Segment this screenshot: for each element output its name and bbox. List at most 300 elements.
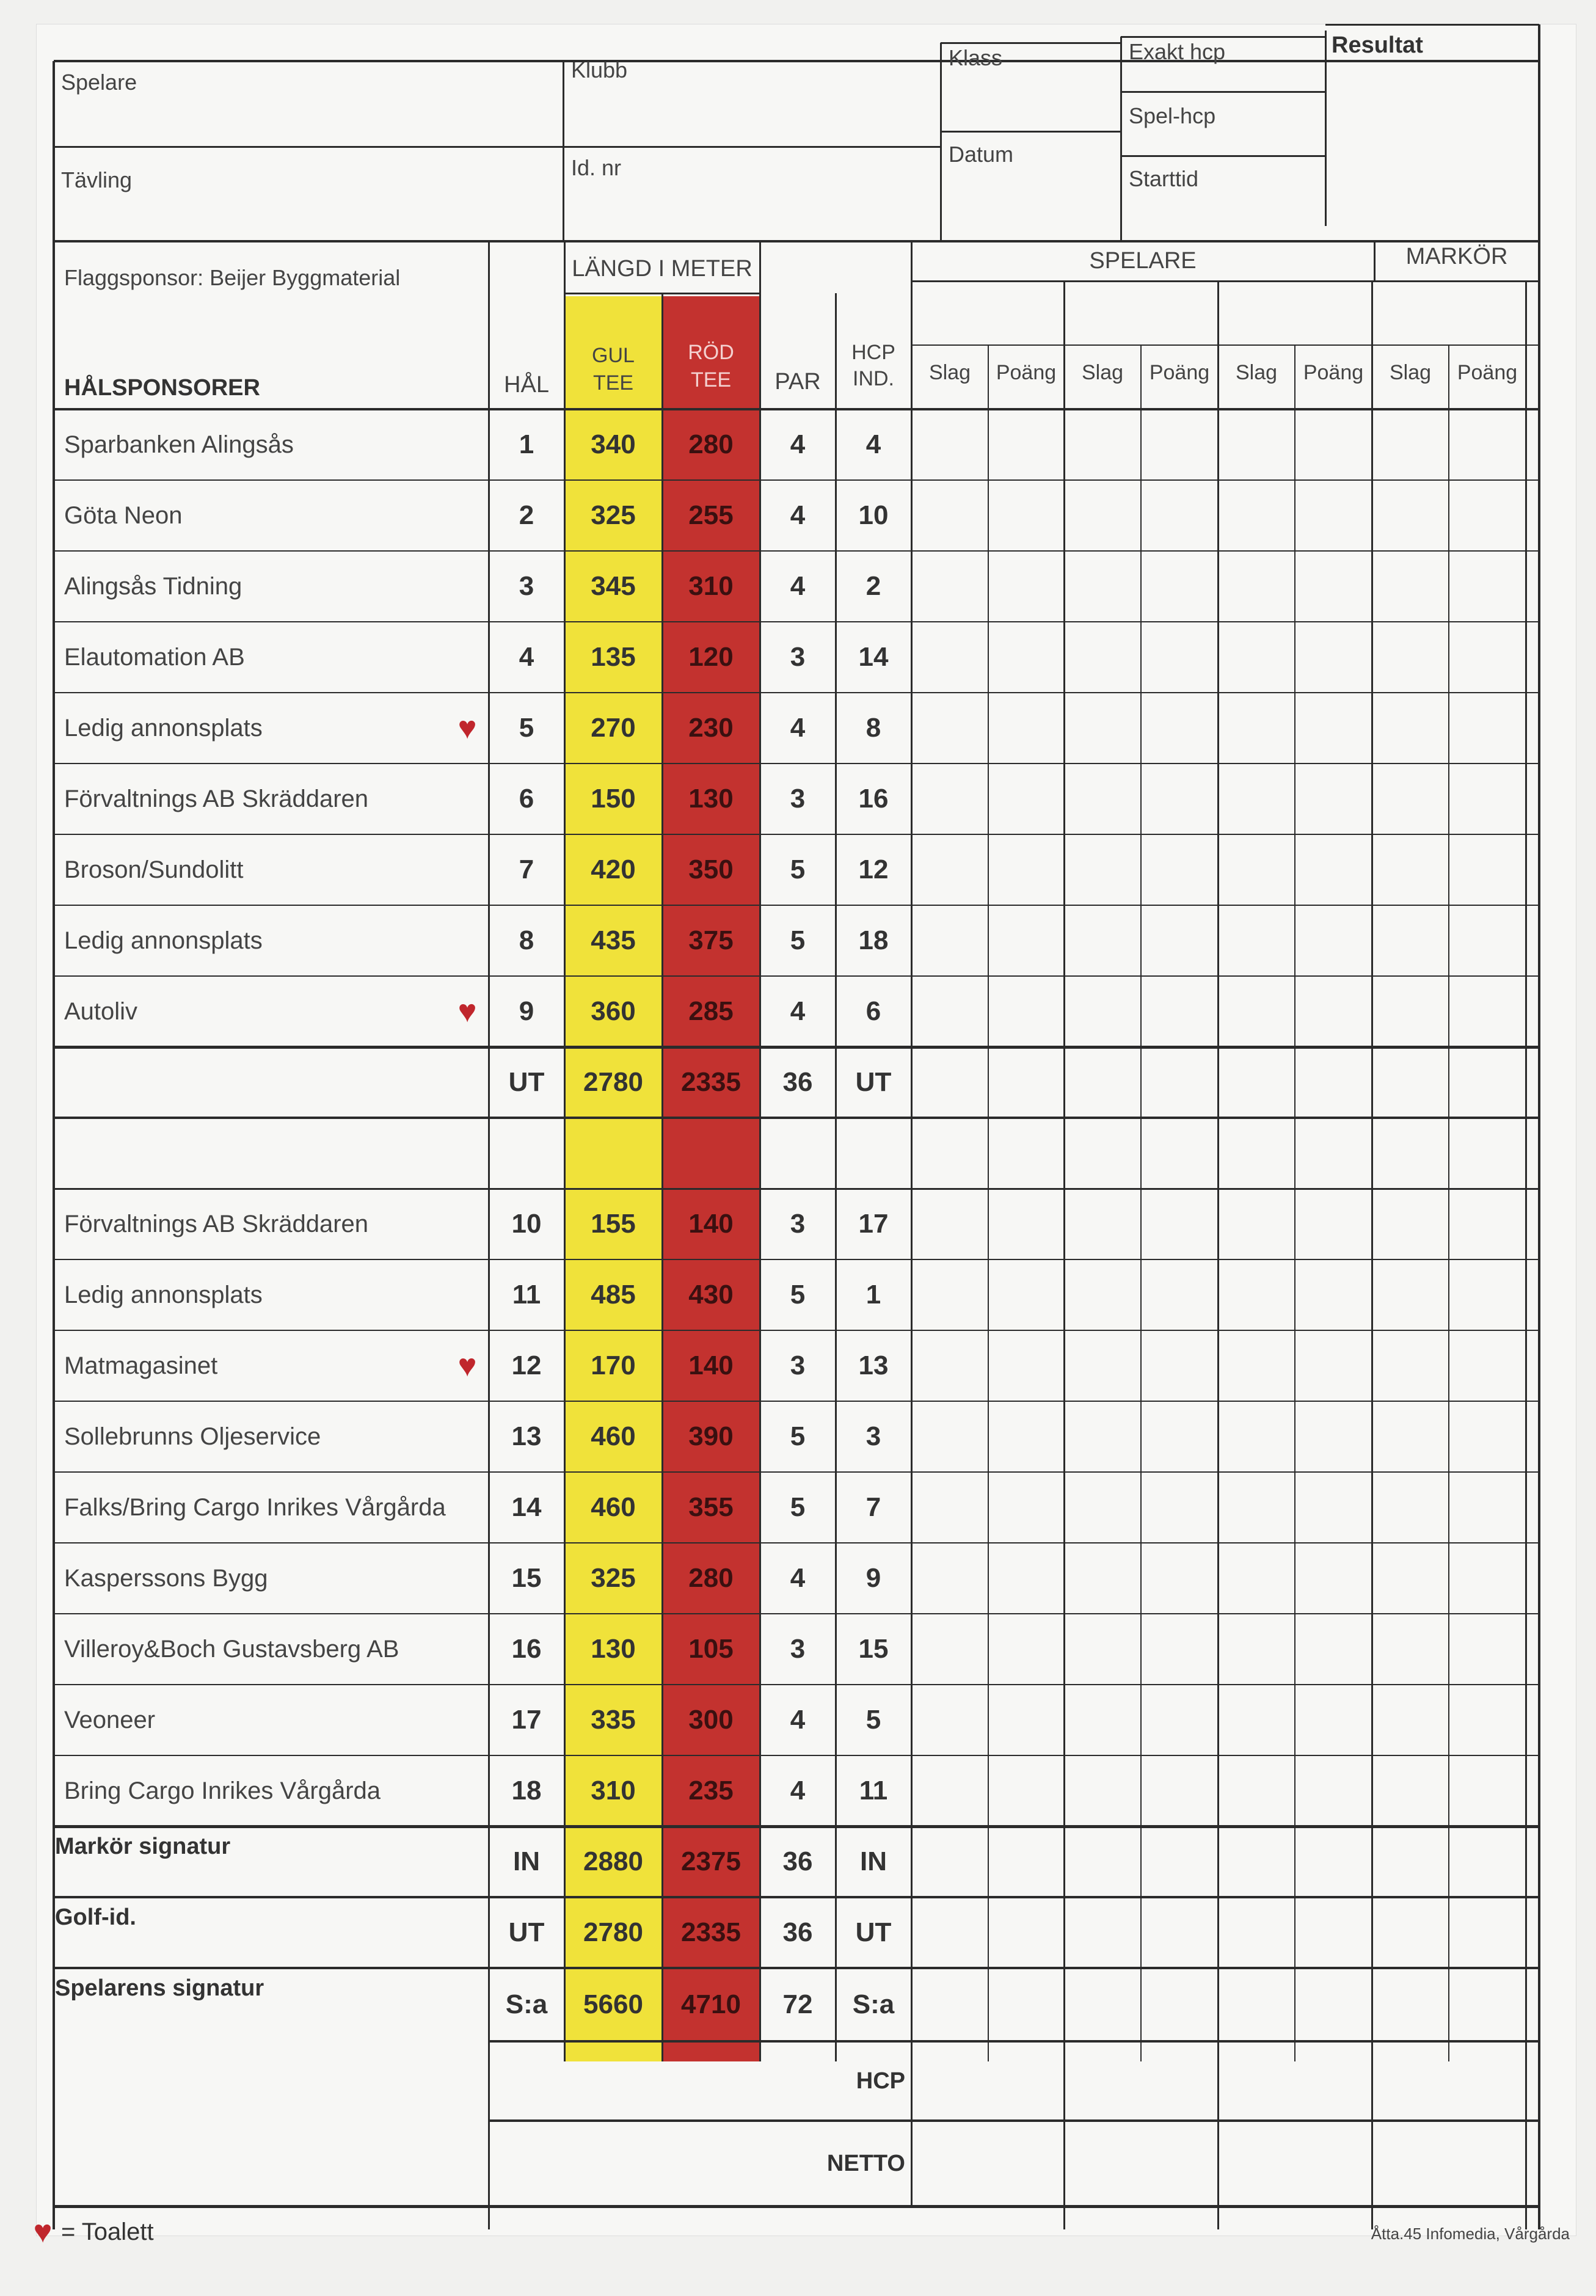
score-cell[interactable] [1297,978,1370,1045]
score-cell[interactable] [1143,411,1216,478]
score-cell[interactable] [1374,765,1447,833]
score-cell[interactable] [1143,907,1216,974]
par-value: 4 [790,1776,806,1806]
netto-cell[interactable] [1297,2123,1370,2204]
score-cell[interactable] [913,1474,986,1541]
red-length: 105 [688,1634,734,1664]
grid-line [1448,345,1449,2061]
score-cell[interactable] [913,482,986,549]
par-value: 3 [790,642,806,672]
score-cell[interactable] [1066,1686,1139,1754]
total-score-cell[interactable] [1451,1899,1524,1966]
hcp-cell[interactable] [913,2043,986,2119]
score-cell[interactable] [1451,1474,1524,1541]
total-yellow: 2780 [583,1917,643,1947]
red-length: 310 [688,571,734,601]
total-score-cell[interactable] [1220,1828,1293,1895]
langd-header: LÄNGD I METER [572,256,752,282]
score-cell[interactable] [1297,624,1370,691]
score-cell[interactable] [1451,411,1524,478]
score-cell[interactable] [913,1190,986,1258]
hcp-header: HCP [851,341,895,364]
score-cell[interactable] [990,1332,1062,1399]
out-label: UT [508,1067,545,1097]
score-cell[interactable] [1374,907,1447,974]
yellow-length: 485 [591,1280,636,1310]
score-cell[interactable] [1374,1686,1447,1754]
score-cell[interactable] [1066,765,1139,833]
sponsor-name: Autoliv [64,998,138,1025]
score-cell[interactable] [990,978,1062,1045]
grid-line [941,131,1121,133]
total-score-cell[interactable] [913,1828,986,1895]
red-length: 140 [688,1350,734,1380]
score-cell[interactable] [913,765,986,833]
score-cell[interactable] [1220,1757,1293,1824]
sponsor-name: Alingsås Tidning [64,573,242,600]
grid-line [988,345,989,2061]
score-cell[interactable] [1374,1403,1447,1470]
hcp-index: 12 [858,855,889,884]
grid-line [1120,37,1122,241]
score-cell[interactable] [1451,978,1524,1045]
score-cell[interactable] [1451,553,1524,620]
score-cell[interactable] [1066,482,1139,549]
yellow-length: 270 [591,713,636,743]
grid-line [1121,155,1325,157]
total-score-cell[interactable] [1374,1828,1447,1895]
score-cell[interactable] [1374,1474,1447,1541]
grid-line [911,344,1539,346]
score-cell[interactable] [1374,1190,1447,1258]
id-nr-label: Id. nr [571,155,622,180]
yellow-length: 435 [591,925,636,955]
hole-number: 18 [511,1776,542,1806]
hole-number: 9 [519,996,534,1026]
score-cell[interactable] [1066,624,1139,691]
red-length: 280 [688,1563,734,1593]
total-score-cell[interactable] [1451,1970,1524,2039]
score-cell[interactable] [1451,482,1524,549]
score-cell[interactable] [1220,1545,1293,1612]
score-cell[interactable] [1066,1757,1139,1824]
score-cell[interactable] [1143,1474,1216,1541]
hcp-cell[interactable] [1374,2043,1447,2119]
score-cell[interactable] [913,624,986,691]
total-score-cell[interactable] [1066,1828,1139,1895]
signature-label: Golf-id. [55,1904,136,1930]
score-cell[interactable] [1220,553,1293,620]
score-cell[interactable] [913,907,986,974]
score-cell[interactable] [1143,978,1216,1045]
klubb-label: Klubb [571,57,628,82]
hcp-index: 11 [859,1776,888,1806]
sponsor-name: Matmagasinet [64,1352,218,1379]
total-score-cell[interactable] [1297,1970,1370,2039]
score-cell[interactable] [1066,553,1139,620]
score-cell[interactable] [990,765,1062,833]
score-cell[interactable] [1374,1332,1447,1399]
score-cell[interactable] [1220,978,1293,1045]
score-cell[interactable] [990,553,1062,620]
hole-number: 14 [511,1492,542,1522]
score-cell[interactable] [913,1403,986,1470]
netto-cell[interactable] [1220,2123,1293,2204]
score-cell[interactable] [990,694,1062,762]
par-value: 4 [790,429,806,459]
score-cell[interactable] [1143,1757,1216,1824]
score-cell[interactable] [1297,836,1370,903]
score-cell[interactable] [1297,553,1370,620]
yellow-length: 340 [591,429,636,459]
score-cell[interactable] [1297,1545,1370,1612]
par-value: 5 [790,855,806,884]
score-cell[interactable] [1066,1332,1139,1399]
score-cell[interactable] [1297,1474,1370,1541]
score-cell[interactable] [1143,1261,1216,1328]
hcp-index: 10 [858,500,889,530]
score-cell[interactable] [1297,1757,1370,1824]
score-cell[interactable] [990,1545,1062,1612]
score-cell[interactable] [1297,411,1370,478]
yellow-length: 155 [591,1209,636,1239]
total-score-cell[interactable] [1066,1970,1139,2039]
score-cell[interactable] [1451,1261,1524,1328]
par-value: 3 [790,1634,806,1664]
score-cell[interactable] [1220,624,1293,691]
netto-cell[interactable] [1066,2123,1139,2204]
score-cell[interactable] [1374,978,1447,1045]
score-cell[interactable] [913,553,986,620]
score-cell[interactable] [1297,1686,1370,1754]
total-score-cell[interactable] [1297,1828,1370,1895]
score-cell[interactable] [990,1616,1062,1683]
out-hcp: UT [855,1067,892,1097]
par-header: PAR [774,369,821,395]
score-cell[interactable] [913,1332,986,1399]
score-cell[interactable] [1374,836,1447,903]
hcp-index: 1 [865,1280,881,1310]
hole-number: 12 [511,1350,542,1380]
datum-label: Datum [949,142,1014,167]
score-cell[interactable] [990,482,1062,549]
score-cell[interactable] [1143,694,1216,762]
score-cell[interactable] [1374,411,1447,478]
total-hcp: UT [855,1917,892,1947]
grid-line [1217,281,1219,2229]
slag-header-1: Slag [928,361,971,384]
score-cell[interactable] [1374,1616,1447,1683]
hcp-cell[interactable] [1066,2043,1139,2119]
score-cell[interactable] [990,411,1062,478]
score-cell[interactable] [1066,694,1139,762]
score-cell[interactable] [1220,1474,1293,1541]
score-cell[interactable] [1451,1616,1524,1683]
hole-number: 3 [519,571,534,601]
score-cell[interactable] [1066,978,1139,1045]
sponsor-name: Göta Neon [64,502,183,529]
score-cell[interactable] [1220,1190,1293,1258]
par-value: 5 [790,925,806,955]
out-red: 2335 [681,1067,741,1097]
red-length: 390 [688,1421,734,1451]
netto-cell[interactable] [1374,2123,1447,2204]
halsponsorer-heading: HÅLSPONSORER [64,375,260,401]
hcp-cell[interactable] [990,2043,1062,2119]
score-cell[interactable] [1374,482,1447,549]
score-cell[interactable] [1143,624,1216,691]
score-cell[interactable] [990,624,1062,691]
slag-header-4: Slag [1389,361,1432,384]
total-score-cell[interactable] [1066,1899,1139,1966]
tavling-label: Tävling [61,167,133,192]
score-cell[interactable] [1143,553,1216,620]
grid-line [1140,345,1142,2061]
par-value: 5 [790,1421,806,1451]
score-cell[interactable] [1066,907,1139,974]
poang-header-3: Poäng [1303,361,1364,384]
par-value: 3 [790,1209,806,1239]
red-length: 120 [688,642,734,672]
score-cell[interactable] [1066,1190,1139,1258]
yellow-length: 325 [591,1563,636,1593]
total-score-cell[interactable] [990,1828,1062,1895]
score-cell[interactable] [1143,1190,1216,1258]
netto-cell[interactable] [1451,2123,1524,2204]
total-score-cell[interactable] [1220,1970,1293,2039]
hcp-cell[interactable] [1451,2043,1524,2119]
hole-number: 8 [519,925,534,955]
sponsor-name: Villeroy&Boch Gustavsberg AB [64,1636,399,1663]
score-cell[interactable] [1374,624,1447,691]
hcp-cell[interactable] [1143,2043,1216,2119]
total-score-cell[interactable] [1374,1899,1447,1966]
hcp-cell[interactable] [1297,2043,1370,2119]
score-cell[interactable] [1297,694,1370,762]
score-cell[interactable] [1143,482,1216,549]
score-cell[interactable] [990,1403,1062,1470]
hole-number: 11 [512,1280,541,1310]
score-cell[interactable] [990,1190,1062,1258]
score-cell[interactable] [1297,1616,1370,1683]
score-cell[interactable] [1143,1545,1216,1612]
score-cell[interactable] [1451,1686,1524,1754]
score-cell[interactable] [1297,482,1370,549]
total-par: 72 [782,1989,813,2019]
total-score-cell[interactable] [1143,1828,1216,1895]
spel-hcp-label: Spel-hcp [1129,103,1216,128]
hole-number: 4 [519,642,534,672]
score-cell[interactable] [1297,1332,1370,1399]
score-cell[interactable] [913,411,986,478]
score-cell[interactable] [1451,1545,1524,1612]
score-cell[interactable] [1220,1616,1293,1683]
score-cell[interactable] [990,1686,1062,1754]
yellow-length: 420 [591,855,636,884]
total-score-cell[interactable] [1374,1970,1447,2039]
score-cell[interactable] [1220,1332,1293,1399]
red-length: 430 [688,1280,734,1310]
hcp-index: 2 [865,571,881,601]
sponsor-name: Falks/Bring Cargo Inrikes Vårgårda [64,1494,446,1521]
red-length: 230 [688,713,734,743]
total-score-cell[interactable] [1220,1899,1293,1966]
score-cell[interactable] [990,836,1062,903]
red-length: 375 [688,925,734,955]
sponsor-name: Ledig annonsplats [64,927,263,954]
score-cell[interactable] [1066,836,1139,903]
klass-label: Klass [949,45,1003,70]
score-cell[interactable] [1066,1545,1139,1612]
score-cell[interactable] [1143,765,1216,833]
score-cell[interactable] [913,1616,986,1683]
score-cell[interactable] [913,1686,986,1754]
hole-number: 7 [519,855,534,884]
hole-number: 15 [511,1563,542,1593]
total-score-cell[interactable] [1143,1899,1216,1966]
score-cell[interactable] [1297,1190,1370,1258]
yellow-length: 170 [591,1350,636,1380]
score-cell[interactable] [1451,836,1524,903]
total-red: 2335 [681,1917,741,1947]
par-value: 4 [790,996,806,1026]
score-cell[interactable] [1143,1403,1216,1470]
total-yellow: 5660 [583,1989,643,2019]
hole-number: 6 [519,784,534,814]
sponsor-name: Elautomation AB [64,644,245,671]
score-cell[interactable] [990,1261,1062,1328]
total-score-cell[interactable] [913,1899,986,1966]
score-cell[interactable] [1451,1757,1524,1824]
score-cell[interactable] [1220,1686,1293,1754]
yellow-length: 345 [591,571,636,601]
score-cell[interactable] [1451,1190,1524,1258]
score-cell[interactable] [1297,765,1370,833]
score-cell[interactable] [1451,765,1524,833]
score-cell[interactable] [1220,765,1293,833]
sponsor-name: Ledig annonsplats [64,715,263,742]
resultat-label: Resultat [1332,32,1423,58]
score-cell[interactable] [1297,1403,1370,1470]
score-cell[interactable] [913,978,986,1045]
grid-line [564,293,760,294]
grid-line [1325,24,1539,26]
total-score-cell[interactable] [990,1970,1062,2039]
hal-header: HÅL [504,372,549,398]
hole-number: 2 [519,500,534,530]
score-cell[interactable] [913,694,986,762]
score-cell[interactable] [1451,624,1524,691]
total-red: 2375 [681,1846,741,1876]
sponsor-name: Sparbanken Alingsås [64,431,294,458]
total-hcp: S:a [852,1989,895,2019]
score-cell[interactable] [913,1545,986,1612]
score-cell[interactable] [1374,694,1447,762]
score-cell[interactable] [990,1757,1062,1824]
netto-cell[interactable] [990,2123,1062,2204]
score-cell[interactable] [913,1261,986,1328]
score-cell[interactable] [1220,1403,1293,1470]
spelare-header: SPELARE [1089,248,1197,274]
score-cell[interactable] [1374,1261,1447,1328]
hcp-index: 17 [858,1209,889,1239]
gul-tee-header: TEE [592,371,634,395]
slag-header-2: Slag [1081,361,1124,384]
score-cell[interactable] [1220,694,1293,762]
score-cell[interactable] [1066,1616,1139,1683]
score-cell[interactable] [1297,1261,1370,1328]
grid-line [563,61,564,241]
score-cell[interactable] [1143,836,1216,903]
netto-cell[interactable] [1143,2123,1216,2204]
total-score-cell[interactable] [913,1970,986,2039]
score-cell[interactable] [1374,1545,1447,1612]
sponsor-name: Sollebrunns Oljeservice [64,1423,321,1450]
score-cell[interactable] [1451,907,1524,974]
total-score-cell[interactable] [1297,1899,1370,1966]
red-length: 355 [688,1492,734,1522]
score-cell[interactable] [1220,411,1293,478]
netto-row-label: NETTO [826,2151,905,2176]
sponsor-name: Veoneer [64,1707,156,1733]
score-cell[interactable] [1220,482,1293,549]
yellow-length: 335 [591,1705,636,1735]
total-red: 4710 [681,1989,741,2019]
score-cell[interactable] [1066,1403,1139,1470]
netto-cell[interactable] [913,2123,986,2204]
total-label: UT [508,1917,545,1947]
score-cell[interactable] [1451,694,1524,762]
score-cell[interactable] [1220,1261,1293,1328]
score-cell[interactable] [913,836,986,903]
hole-number: 13 [511,1421,542,1451]
hole-number: 16 [511,1634,542,1664]
score-cell[interactable] [1143,1616,1216,1683]
total-score-cell[interactable] [1143,1970,1216,2039]
score-cell[interactable] [1297,907,1370,974]
hcp-index: 15 [858,1634,889,1664]
score-cell[interactable] [990,907,1062,974]
hcp-index: 3 [865,1421,881,1451]
yellow-length: 360 [591,996,636,1026]
score-cell[interactable] [1451,1332,1524,1399]
red-length: 140 [688,1209,734,1239]
out-par: 36 [782,1067,813,1097]
hcp-cell[interactable] [1220,2043,1293,2119]
score-cell[interactable] [1451,1403,1524,1470]
sponsor-name: Kasperssons Bygg [64,1565,268,1592]
score-cell[interactable] [1143,1686,1216,1754]
score-cell[interactable] [1066,1474,1139,1541]
score-cell[interactable] [1143,1332,1216,1399]
total-score-cell[interactable] [1451,1828,1524,1895]
score-cell[interactable] [1220,907,1293,974]
hcp-index: 7 [865,1492,881,1522]
score-cell[interactable] [990,1474,1062,1541]
score-cell[interactable] [913,1757,986,1824]
total-score-cell[interactable] [990,1899,1062,1966]
score-cell[interactable] [1374,1757,1447,1824]
score-cell[interactable] [1066,411,1139,478]
signature-label: Spelarens signatur [55,1975,264,2001]
score-cell[interactable] [1220,836,1293,903]
poang-header-2: Poäng [1149,361,1210,384]
score-cell[interactable] [1374,553,1447,620]
grid-line [1525,281,1527,2229]
sponsor-name: Ledig annonsplats [64,1281,263,1308]
score-cell[interactable] [1066,1261,1139,1328]
rod-tee-header: TEE [690,368,732,392]
